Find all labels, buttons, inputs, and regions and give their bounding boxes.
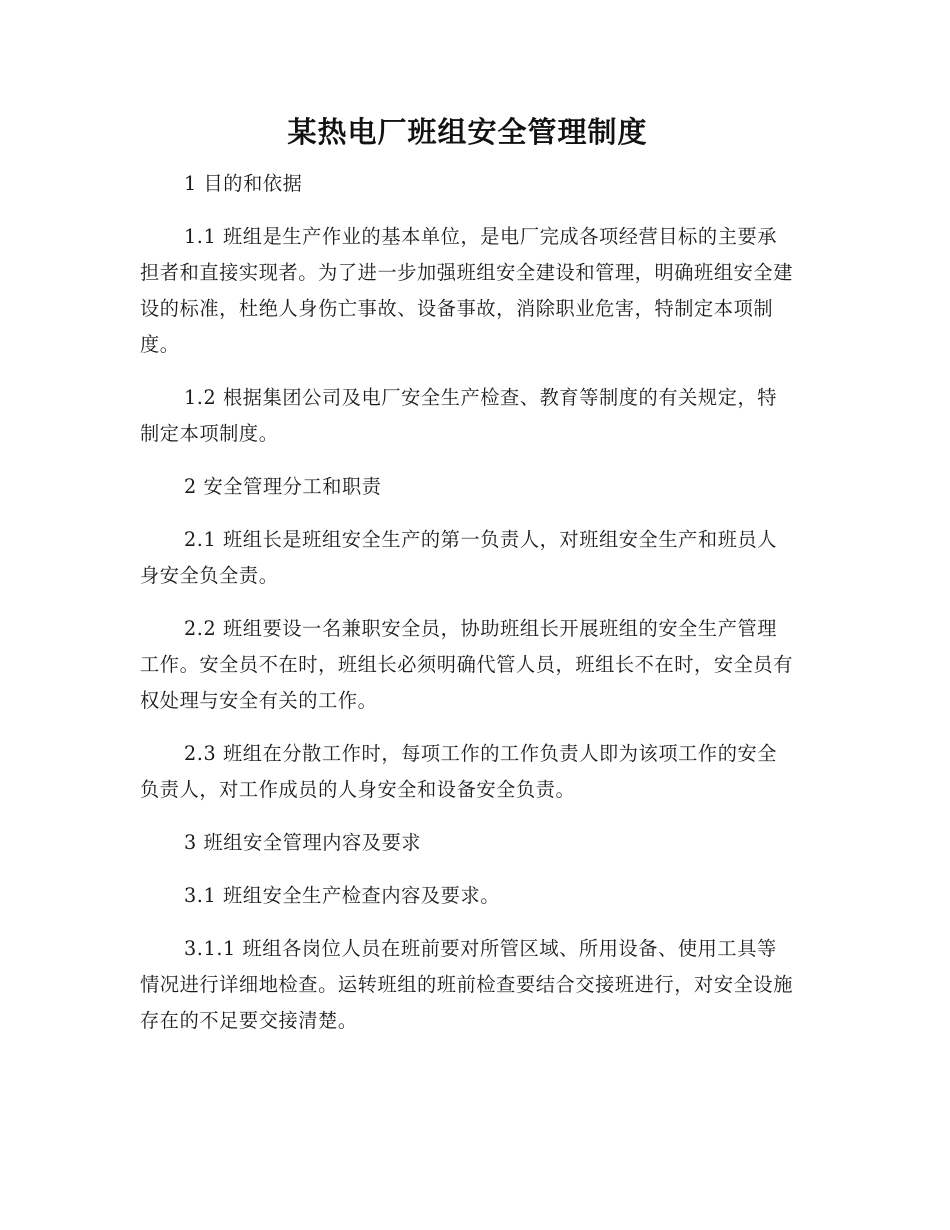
paragraph-1-1: 1.1 班组是生产作业的基本单位，是电厂完成各项经营目标的主要承担者和直接实现者。为了进一步加强班组安全建设和管理，明确班组安全建设的标准，杜绝人身伤亡事故、设备事故，消除职业危害，特制定本项制度。 — [140, 225, 793, 356]
section-heading-1: 1 目的和依据 — [184, 172, 303, 195]
paragraph-2-1: 2.1 班组长是班组安全生产的第一负责人，对班组安全生产和班员人身安全负全责。 — [140, 528, 778, 587]
document-title: 某热电厂班组安全管理制度 — [287, 115, 648, 149]
document-body — [140, 108, 795, 1056]
paragraph-3-1-1: 3.1.1 班组各岗位人员在班前要对所管区域、所用设备、使用工具等情况进行详细地检查。运转班组的班前检查要结合交接班进行，对安全设施存在的不足要交接清楚。 — [140, 937, 793, 1032]
paragraph-2-2: 2.2 班组要设一名兼职安全员，协助班组长开展班组的安全生产管理工作。安全员不在时，班组长必须明确代管人员，班组长不在时，安全员有权处理与安全有关的工作。 — [140, 617, 793, 712]
paragraph-3-1: 3.1 班组安全生产检查内容及要求。 — [184, 884, 501, 907]
paragraph-1-2: 1.2 根据集团公司及电厂安全生产检查、教育等制度的有关规定，特制定本项制度。 — [140, 386, 778, 445]
paragraph-2-3: 2.3 班组在分散工作时，每项工作的工作负责人即为该项工作的安全负责人，对工作成员的人身安全和设备安全负责。 — [140, 742, 778, 801]
section-heading-2: 2 安全管理分工和职责 — [184, 475, 382, 498]
section-heading-3: 3 班组安全管理内容及要求 — [184, 831, 422, 854]
